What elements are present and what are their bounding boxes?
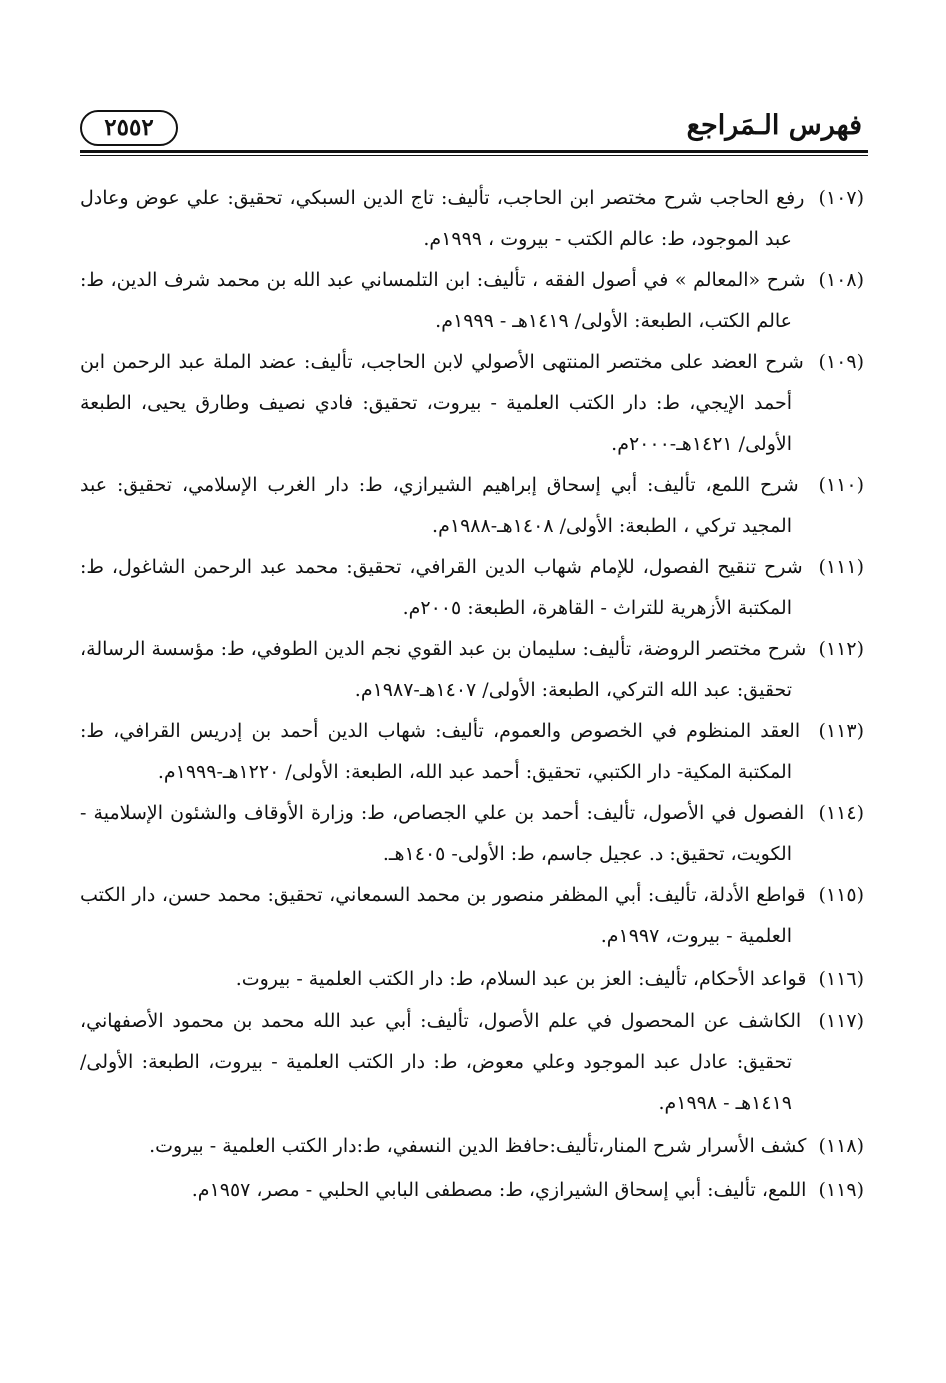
reference-entry — [80, 547, 864, 629]
entry-number: (١١٣) — [818, 720, 864, 742]
entry-text: اللمع، تأليف: أبي إسحاق الشيرازي، ط: مصطفى البابي الحلبي - مصر، ١٩٥٧م. — [191, 1179, 807, 1201]
reference-entry — [80, 1001, 864, 1124]
entry-text: كشف الأسرار شرح المنار،تأليف:حافظ الدين النسفي، ط:دار الكتب العلمية - بيروت. — [149, 1135, 807, 1157]
header-rule-thin — [80, 155, 868, 156]
entry-text: شرح مختصر الروضة، تأليف: سليمان بن عبد القوي نجم الدين الطوفي، ط: مؤسسة الرسالة، تحقيق: عبد الله التركي، الطبعة: الأولى/ ١٤٠٧هـ-١٩٨٧م. — [80, 638, 807, 701]
running-title: فهرس الـمَراجع — [686, 110, 862, 141]
reference-entry — [80, 711, 864, 793]
entry-text: الفصول في الأصول، تأليف: أحمد بن علي الجصاص، ط: وزارة الأوقاف والشئون الإسلامية - الكويت، تحقيق: د. عجيل جاسم، ط: الأولى- ١٤٠٥هـ. — [80, 802, 805, 865]
entry-number: (١٠٨) — [818, 269, 864, 291]
entry-number: (١١٥) — [818, 884, 864, 906]
entry-text: قواعد الأحكام، تأليف: العز بن عبد السلام، ط: دار الكتب العلمية - بيروت. — [235, 968, 807, 990]
entry-number: (١٠٩) — [818, 351, 864, 373]
entry-number: (١١١) — [818, 556, 864, 578]
entry-number: (١٠٧) — [818, 187, 864, 209]
entry-number: (١١٨) — [818, 1135, 864, 1157]
entry-number: (١١٦) — [818, 968, 864, 990]
page-header — [80, 108, 868, 156]
reference-entry — [80, 875, 864, 957]
reference-entry — [80, 629, 864, 711]
reference-entry — [80, 1168, 864, 1212]
reference-entry — [80, 793, 864, 875]
entry-text: شرح اللمع، تأليف: أبي إسحاق إبراهيم الشيرازي، ط: دار الغرب الإسلامي، تحقيق: عبد المجيد تركي ، الطبعة: الأولى/ ١٤٠٨هـ-١٩٨٨م. — [80, 474, 799, 537]
reference-entry — [80, 465, 864, 547]
entry-number: (١١٤) — [818, 802, 864, 824]
header-rule-thick — [80, 150, 868, 153]
reference-entry — [80, 1124, 864, 1168]
entry-number: (١١٩) — [818, 1179, 864, 1201]
entry-text: رفع الحاجب شرح مختصر ابن الحاجب، تأليف: تاج الدين السبكي، تحقيق: علي عوض وعادل عبد الموجود، ط: عالم الكتب - بيروت ، ١٩٩٩م. — [80, 187, 805, 250]
reference-entry — [80, 342, 864, 465]
reference-entry — [80, 260, 864, 342]
reference-entry — [80, 178, 864, 260]
entry-text: شرح العضد على مختصر المنتهى الأصولي لابن الحاجب، تأليف: عضد الملة عبد الرحمن ابن أحمد الإيجي، ط: دار الكتب العلمية - بيروت، تحقيق: فادي نصيف وطارق يحيى، الطبعة الأولى/ ١٤٢١هـ-٢٠٠٠م. — [80, 351, 804, 455]
entry-text: العقد المنظوم في الخصوص والعموم، تأليف: شهاب الدين أحمد بن إدريس القرافي، ط: المكتبة المكية- دار الكتبي، تحقيق: أحمد عبد الله، الطبعة: الأولى/ ١٢٢٠هـ-١٩٩٩م. — [80, 720, 801, 783]
entry-text: شرح تنقيح الفصول، للإمام شهاب الدين القرافي، تحقيق: محمد عبد الرحمن الشاغول، ط: المكتبة الأزهرية للتراث - القاهرة، الطبعة: ٢٠٠٥م. — [80, 556, 803, 619]
reference-entry — [80, 957, 864, 1001]
page-number-badge: ٢٥٥٢ — [80, 110, 178, 146]
references-list — [80, 178, 864, 1212]
entry-text: الكاشف عن المحصول في علم الأصول، تأليف: أبي عبد الله محمد بن محمود الأصفهاني، تحقيق: عادل عبد الموجود وعلي معوض، ط: دار الكتب العلمية - بيروت، الطبعة: الأولى/ ١٤١٩هـ - ١٩٩٨م. — [80, 1010, 802, 1114]
entry-text: قواطع الأدلة، تأليف: أبي المظفر منصور بن محمد السمعاني، تحقيق: محمد حسن، دار الكتب العلمية - بيروت، ١٩٩٧م. — [80, 884, 806, 947]
entry-number: (١١٠) — [818, 474, 864, 496]
entry-text: شرح «المعالم » في أصول الفقه ، تأليف: ابن التلمساني عبد الله بن محمد شرف الدين، ط: عالم الكتب، الطبعة: الأولى/ ١٤١٩هـ - ١٩٩٩م. — [80, 269, 806, 332]
entry-number: (١١٢) — [818, 638, 864, 660]
entry-number: (١١٧) — [818, 1010, 864, 1032]
